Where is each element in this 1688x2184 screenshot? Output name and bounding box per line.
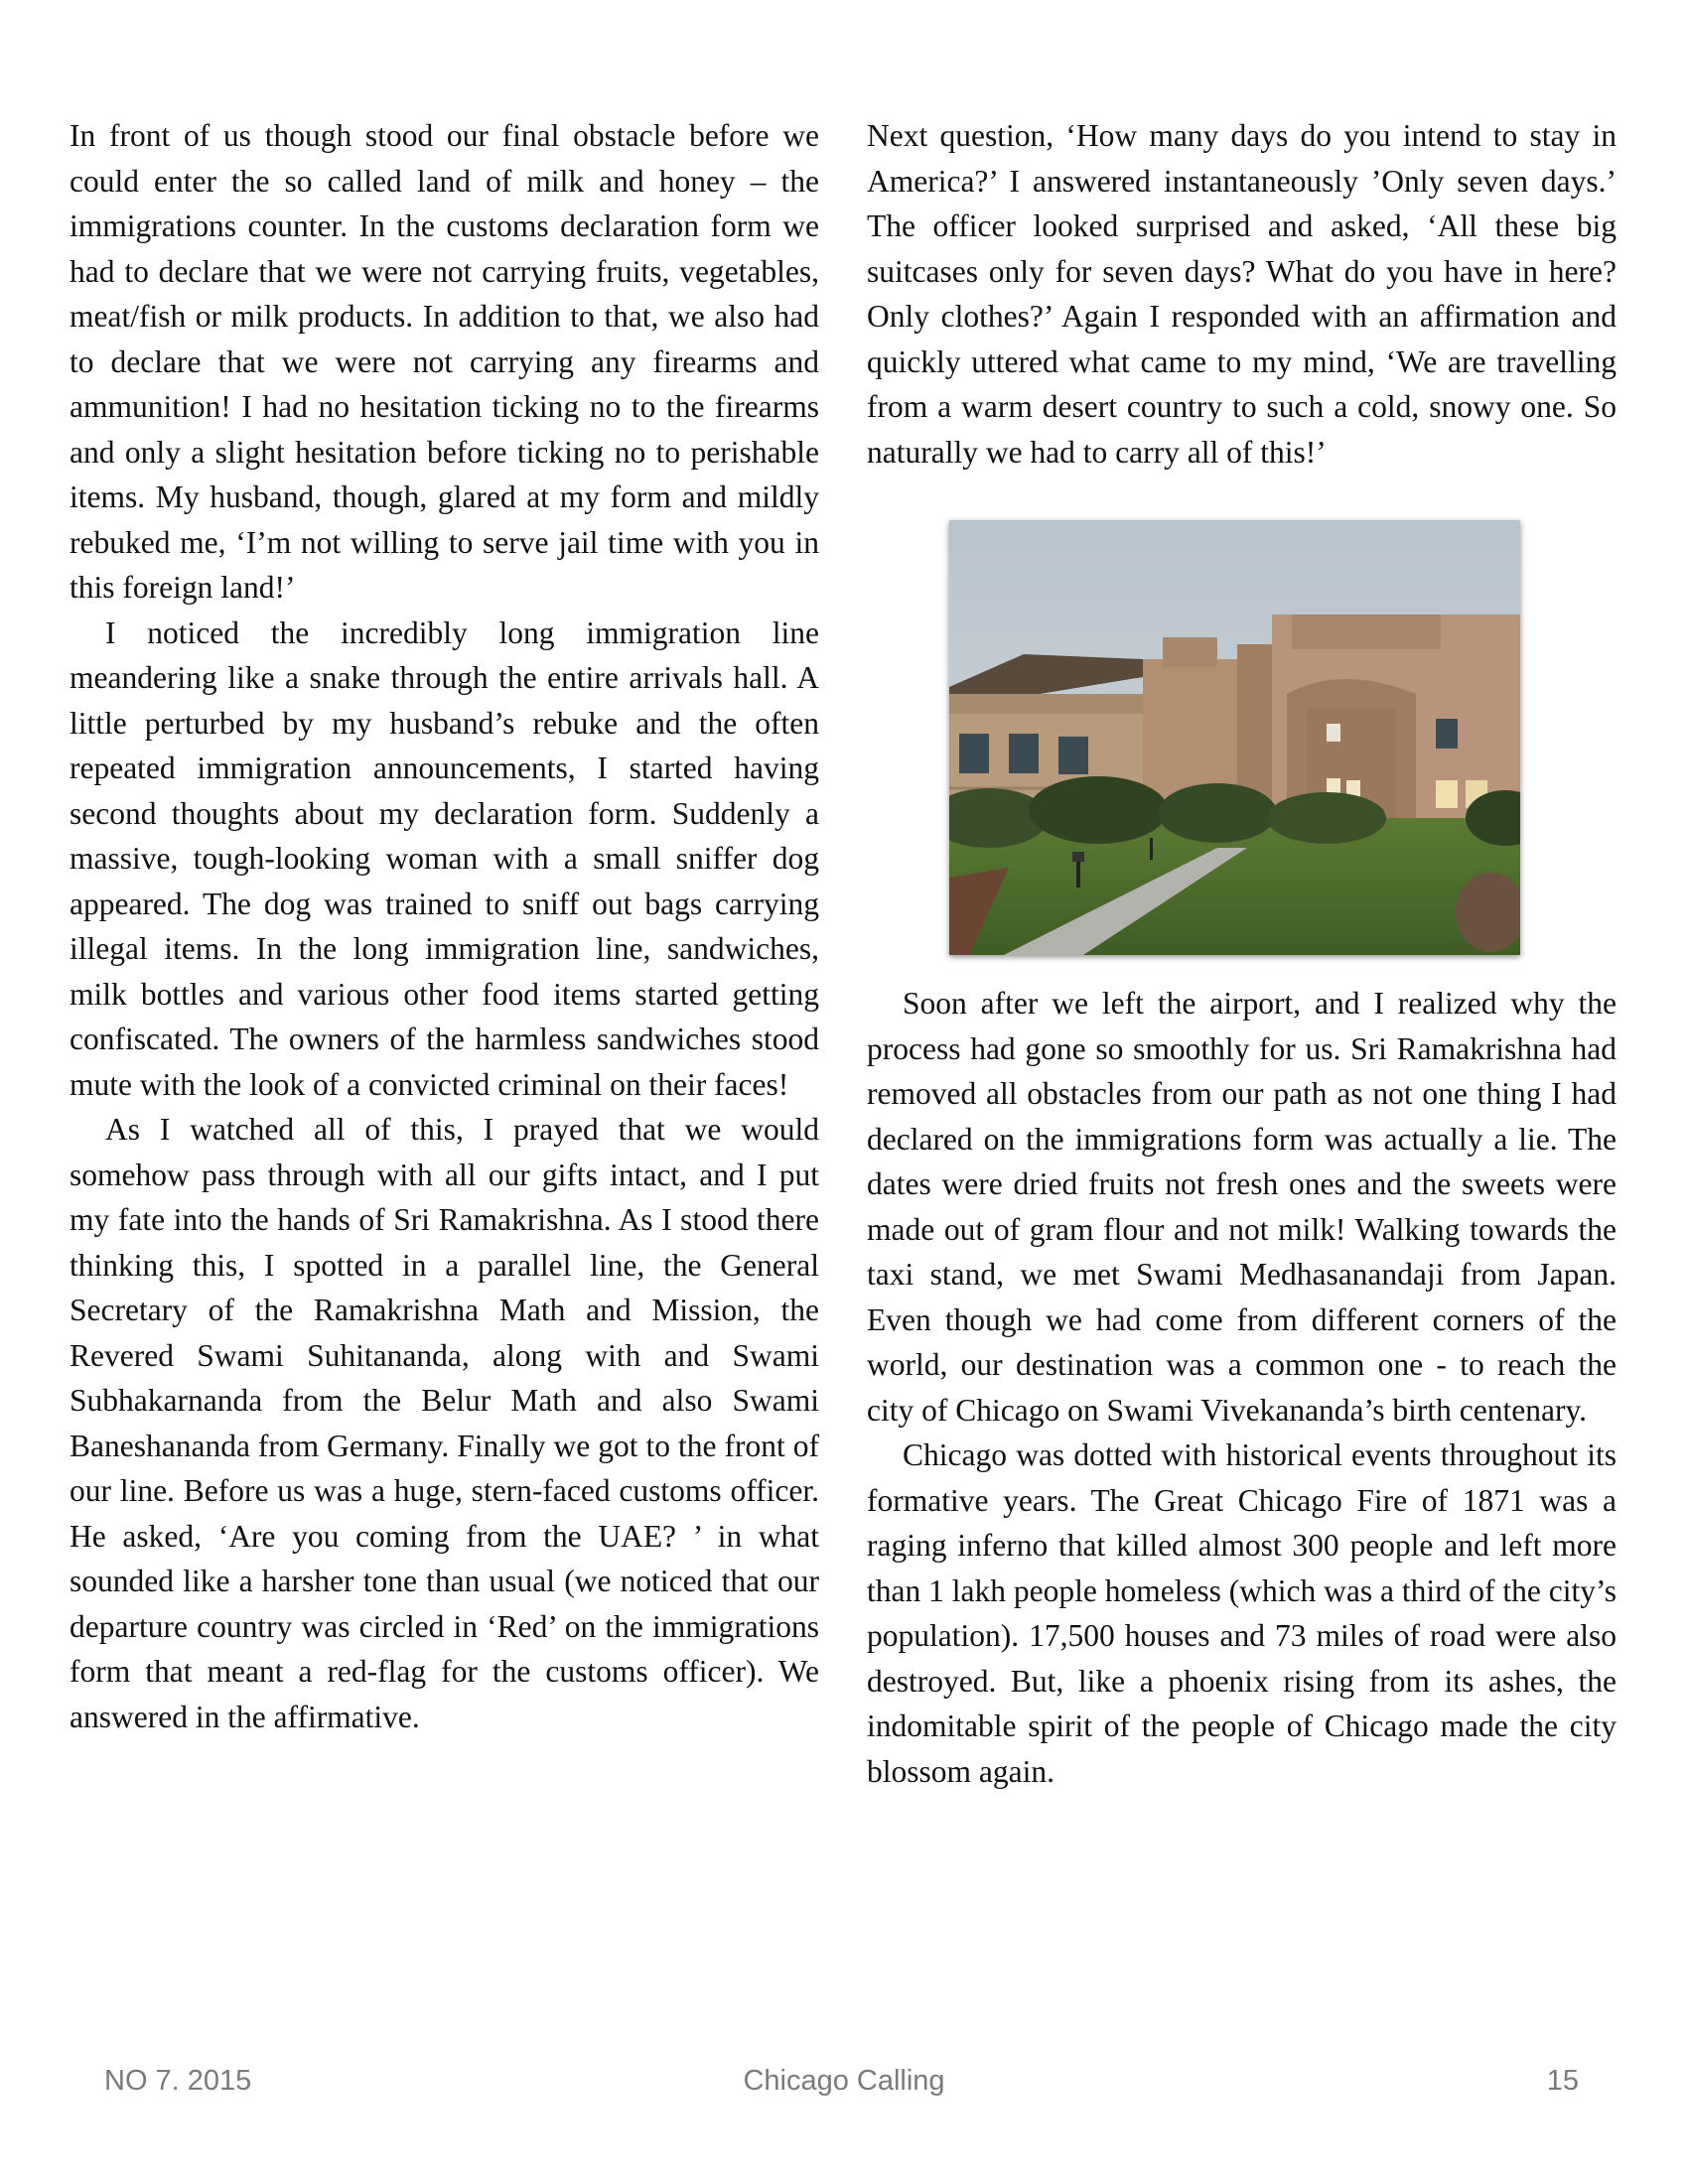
building-photo <box>949 520 1520 955</box>
page-number: 15 <box>1546 2065 1579 2097</box>
paragraph: In front of us though stood our final obstacle before we could enter the so called land of milk and honey – the immigrations counter. In the customs declaration form we had to declare that we were not carrying fruits, vegetables, meat/fish or milk products. In addition to that, we also had to declare that we were not carrying any firearms and ammunition! I had no hesitation ticking no to the firearms and only a slight hesitation before ticking no to perishable items. My husband, though, glared at my form and mildly rebuked me, ‘I’m not willing to serve jail time with you in this foreign land!’ <box>70 118 819 605</box>
left-column <box>70 113 819 1739</box>
paragraph: As I watched all of this, I prayed that we would somehow pass through with all our gifts intact, and I put my fate into the hands of Sri Ramakrishna. As I stood there thinking this, I spotted in a parallel line, the General Secretary of the Ramakrishna Math and Mission, the Revered Swami Suhitananda, along with and Swami Subhakarnanda from the Belur Math and also Swami Baneshananda from Germany. Finally we got to the front of our line. Before us was a huge, stern-faced customs officer. He asked, ‘Are you coming from the UAE? ’ in what sounded like a harsher tone than usual (we noticed that our departure country was circled in ‘Red’ on the immigrations form that meant a red-flag for the customs officer). We answered in the affirmative. <box>70 1112 819 1734</box>
publication-title: Chicago Calling <box>743 2065 945 2097</box>
paragraph: Soon after we left the airport, and I realized why the process had gone so smoothly for us. Sri Ramakrishna had removed all obstacles from our path as not one thing I had declared on the immigrations form was actually a lie. The dates were dried fruits not fresh ones and the sweets were made out of gram flour and not milk! Walking towards the taxi stand, we met Swami Medhasanandaji from Japan. Even though we had come from different corners of the world, our destination was a common one - to reach the city of Chicago on Swami Vivekananda’s birth centenary. <box>867 986 1617 1428</box>
right-column <box>867 113 1617 1794</box>
issue-number: NO 7. 2015 <box>104 2065 252 2097</box>
paragraph: Chicago was dotted with historical events throughout its formative years. The Great Chicago Fire of 1871 was a raging inferno that killed almost 300 people and left more than 1 lakh people homeless (which was a third of the city’s population). 17,500 houses and 73 miles of road were also destroyed. But, like a phoenix rising from its ashes, the indomitable spirit of the people of Chicago made the city blossom again. <box>867 1437 1617 1789</box>
paragraph: Next question, ‘How many days do you intend to stay in America?’ I answered instantaneously ’Only seven days.’ The officer looked surprised and asked, ‘All these big suitcases only for seven days? What do you have in here? Only clothes?’ Again I responded with an affirmation and quickly uttered what came to my mind, ‘We are travelling from a warm desert country to such a cold, snowy one. So naturally we had to carry all of this!’ <box>867 118 1617 470</box>
paragraph: I noticed the incredibly long immigration line meandering like a snake through the entire arrivals hall. A little perturbed by my husband’s rebuke and the often repeated immigration announcements, I started having second thoughts about my declaration form. Suddenly a massive, tough-looking woman with a small sniffer dog appeared. The dog was trained to sniff out bags carrying illegal items. In the long immigration line, sandwiches, milk bottles and various other food items started getting confiscated. The owners of the harmless sandwiches stood mute with the look of a convicted criminal on their faces! <box>70 614 819 1102</box>
